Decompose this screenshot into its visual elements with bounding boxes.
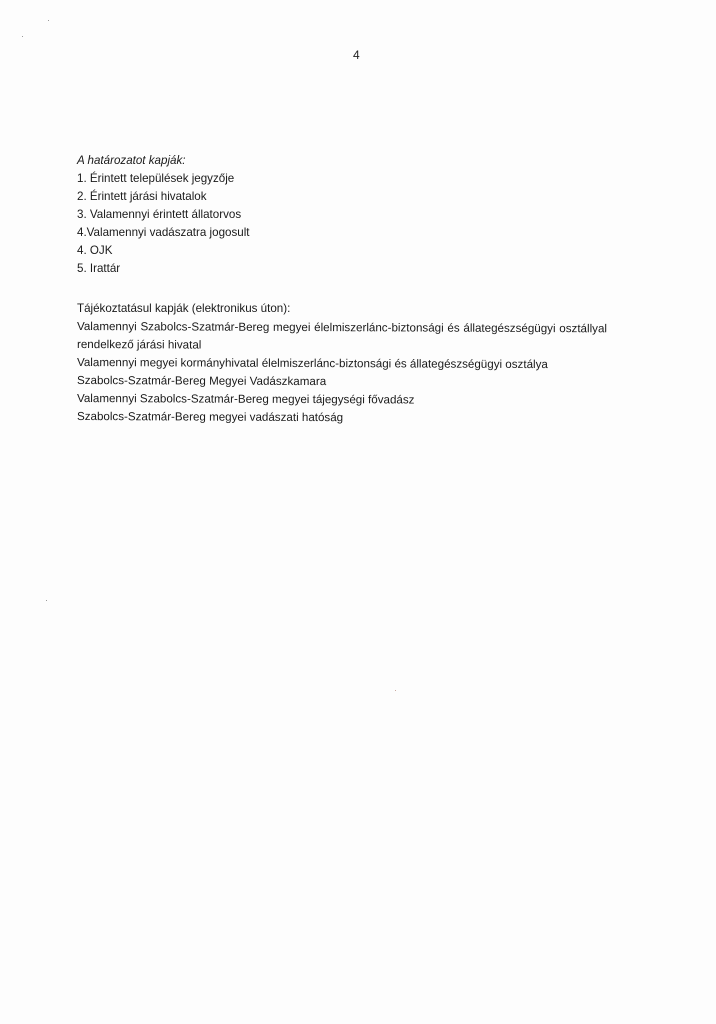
info-recipient-line: Szabolcs-Szatmár-Bereg megyei vadászati hatóság	[76, 410, 344, 425]
scan-speck	[395, 690, 396, 691]
recipient-item: 2. Érintett járási hivatalok	[77, 190, 207, 203]
scan-speck	[48, 20, 49, 21]
recipients-heading: A határozatot kapják:	[77, 154, 186, 167]
scan-speck	[22, 36, 23, 37]
info-recipients-list	[77, 318, 677, 426]
recipient-item: 4.Valamennyi vadászatra jogosult	[77, 226, 250, 239]
recipients-list	[77, 170, 677, 278]
info-recipients-block	[77, 300, 677, 426]
info-recipient-line: Valamennyi Szabolcs-Szatmár-Bereg megyei élelmiszerlánc-biztonsági és állategészségügyi osztállyal	[76, 320, 608, 336]
info-recipient-line: Valamennyi megyei kormányhivatal élelmiszerlánc-biztonsági és állategészségügyi osztálya	[76, 356, 548, 372]
info-recipients-heading: Tájékoztatásul kapják (elektronikus úton):	[77, 302, 291, 315]
recipient-item: 3. Valamennyi érintett állatorvos	[77, 208, 242, 221]
scan-speck	[46, 600, 47, 601]
page-number: 4	[353, 48, 360, 62]
document-body	[77, 152, 677, 426]
recipient-item: 4. OJK	[77, 244, 113, 257]
info-recipient-line: Valamennyi Szabolcs-Szatmár-Bereg megyei tájegységi fővadász	[76, 392, 415, 407]
recipient-item: 1. Érintett települések jegyzője	[77, 172, 235, 185]
info-recipient-line: rendelkező járási hivatal	[76, 338, 202, 352]
recipient-item: 5. Irattár	[77, 262, 121, 275]
info-recipient-line: Szabolcs-Szatmár-Bereg Megyei Vadászkamara	[76, 374, 327, 389]
